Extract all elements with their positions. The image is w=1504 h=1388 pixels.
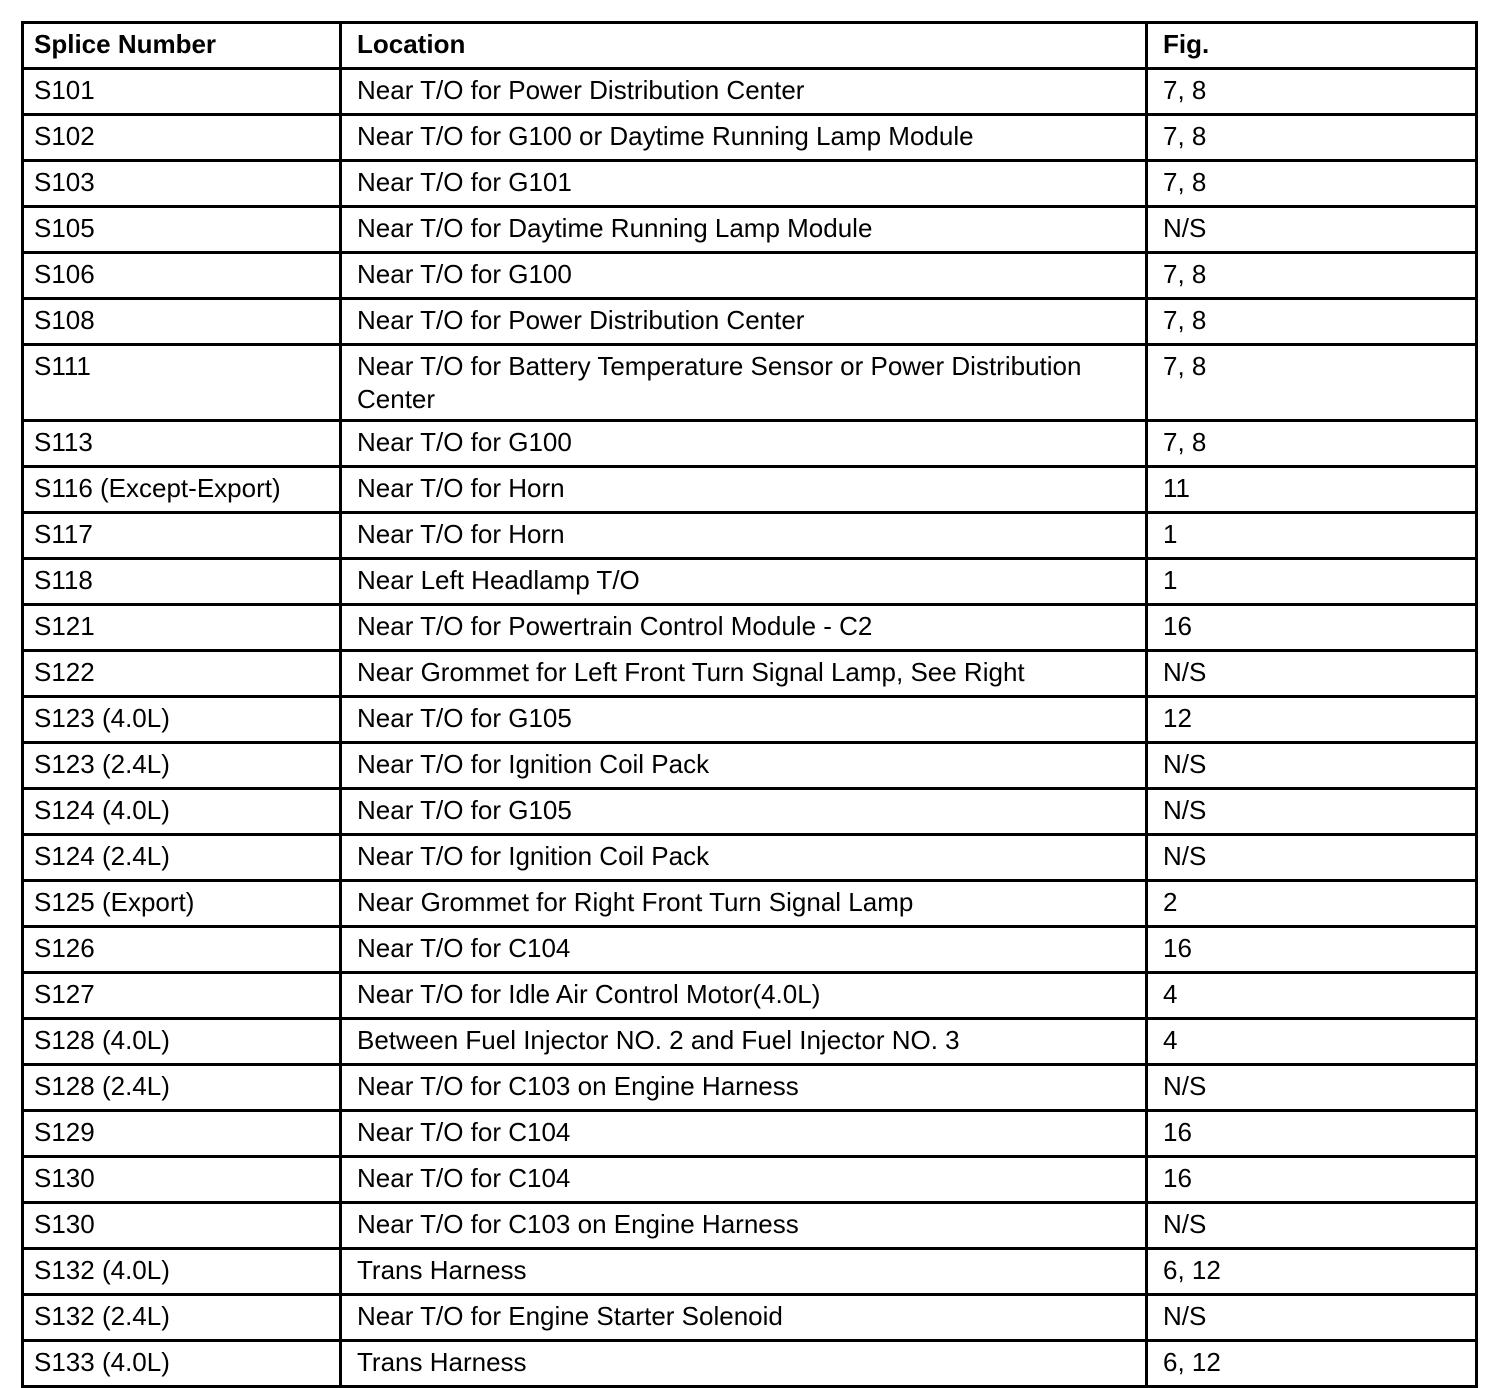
location-cell: Near T/O for Engine Starter Solenoid	[341, 1295, 1147, 1341]
table-row	[23, 207, 1477, 253]
location-cell: Near T/O for G105	[341, 697, 1147, 743]
table-row	[23, 881, 1477, 927]
table-body	[23, 69, 1477, 1387]
table-row	[23, 421, 1477, 467]
location-cell: Near T/O for Power Distribution Center	[341, 69, 1147, 115]
fig-cell: 16	[1147, 605, 1477, 651]
location-cell: Near T/O for G100	[341, 421, 1147, 467]
fig-cell: 16	[1147, 1157, 1477, 1203]
fig-cell: 7, 8	[1147, 345, 1477, 421]
table-row	[23, 1111, 1477, 1157]
splice-number-cell: S111	[23, 345, 341, 421]
splice-number-cell: S129	[23, 1111, 341, 1157]
location-cell: Near T/O for C103 on Engine Harness	[341, 1065, 1147, 1111]
fig-cell: 7, 8	[1147, 421, 1477, 467]
splice-number-cell: S105	[23, 207, 341, 253]
fig-cell: N/S	[1147, 789, 1477, 835]
location-cell: Near T/O for G101	[341, 161, 1147, 207]
location-cell: Near T/O for Powertrain Control Module - C2	[341, 605, 1147, 651]
splice-number-cell: S132 (4.0L)	[23, 1249, 341, 1295]
table-row	[23, 1249, 1477, 1295]
table-row	[23, 299, 1477, 345]
location-cell: Near Grommet for Right Front Turn Signal Lamp	[341, 881, 1147, 927]
table-header-row	[23, 23, 1477, 69]
fig-cell: 7, 8	[1147, 69, 1477, 115]
location-cell: Near Grommet for Left Front Turn Signal Lamp, See Right	[341, 651, 1147, 697]
column-header-splice-number: Splice Number	[23, 23, 341, 69]
location-cell: Near T/O for C104	[341, 927, 1147, 973]
splice-number-cell: S124 (2.4L)	[23, 835, 341, 881]
location-cell: Trans Harness	[341, 1341, 1147, 1387]
splice-number-cell: S116 (Except-Export)	[23, 467, 341, 513]
splice-number-cell: S130	[23, 1203, 341, 1249]
location-cell: Near T/O for Horn	[341, 513, 1147, 559]
table-row	[23, 161, 1477, 207]
splice-number-cell: S103	[23, 161, 341, 207]
fig-cell: 7, 8	[1147, 253, 1477, 299]
splice-number-cell: S130	[23, 1157, 341, 1203]
fig-cell: 7, 8	[1147, 299, 1477, 345]
fig-cell: N/S	[1147, 743, 1477, 789]
table-row	[23, 253, 1477, 299]
table-row	[23, 1203, 1477, 1249]
fig-cell: 4	[1147, 1019, 1477, 1065]
location-cell: Near Left Headlamp T/O	[341, 559, 1147, 605]
table-row	[23, 697, 1477, 743]
fig-cell: 6, 12	[1147, 1341, 1477, 1387]
location-cell: Near T/O for Daytime Running Lamp Module	[341, 207, 1147, 253]
location-cell: Near T/O for Power Distribution Center	[341, 299, 1147, 345]
splice-number-cell: S123 (2.4L)	[23, 743, 341, 789]
fig-cell: 16	[1147, 1111, 1477, 1157]
fig-cell: N/S	[1147, 207, 1477, 253]
fig-cell: 2	[1147, 881, 1477, 927]
column-header-fig: Fig.	[1147, 23, 1477, 69]
splice-number-cell: S133 (4.0L)	[23, 1341, 341, 1387]
splice-number-cell: S126	[23, 927, 341, 973]
table-row	[23, 605, 1477, 651]
splice-number-cell: S102	[23, 115, 341, 161]
table-row	[23, 467, 1477, 513]
fig-cell: 12	[1147, 697, 1477, 743]
location-cell: Near T/O for Horn	[341, 467, 1147, 513]
table-row	[23, 973, 1477, 1019]
fig-cell: 16	[1147, 927, 1477, 973]
table-row	[23, 1295, 1477, 1341]
fig-cell: 4	[1147, 973, 1477, 1019]
splice-number-cell: S121	[23, 605, 341, 651]
splice-number-cell: S106	[23, 253, 341, 299]
location-cell: Near T/O for Battery Temperature Sensor or Power Distribution Center	[341, 345, 1147, 421]
fig-cell: 11	[1147, 467, 1477, 513]
table-row	[23, 345, 1477, 421]
table-row	[23, 1341, 1477, 1387]
fig-cell: N/S	[1147, 1295, 1477, 1341]
splice-number-cell: S128 (2.4L)	[23, 1065, 341, 1111]
fig-cell: N/S	[1147, 1203, 1477, 1249]
table-row	[23, 743, 1477, 789]
location-cell: Near T/O for G100	[341, 253, 1147, 299]
fig-cell: 7, 8	[1147, 161, 1477, 207]
column-header-location: Location	[341, 23, 1147, 69]
splice-number-cell: S132 (2.4L)	[23, 1295, 341, 1341]
location-cell: Near T/O for C103 on Engine Harness	[341, 1203, 1147, 1249]
table-row	[23, 513, 1477, 559]
splice-number-cell: S124 (4.0L)	[23, 789, 341, 835]
location-cell: Trans Harness	[341, 1249, 1147, 1295]
location-cell: Near T/O for Idle Air Control Motor(4.0L)	[341, 973, 1147, 1019]
splice-number-cell: S118	[23, 559, 341, 605]
table-row	[23, 69, 1477, 115]
splice-number-cell: S113	[23, 421, 341, 467]
fig-cell: 1	[1147, 513, 1477, 559]
table-row	[23, 1019, 1477, 1065]
splice-number-cell: S117	[23, 513, 341, 559]
table-row	[23, 651, 1477, 697]
splice-location-table	[21, 21, 1478, 1388]
fig-cell: 1	[1147, 559, 1477, 605]
location-cell: Near T/O for C104	[341, 1157, 1147, 1203]
splice-number-cell: S127	[23, 973, 341, 1019]
splice-number-cell: S128 (4.0L)	[23, 1019, 341, 1065]
splice-number-cell: S122	[23, 651, 341, 697]
fig-cell: N/S	[1147, 1065, 1477, 1111]
splice-number-cell: S101	[23, 69, 341, 115]
fig-cell: 7, 8	[1147, 115, 1477, 161]
fig-cell: N/S	[1147, 651, 1477, 697]
table-row	[23, 789, 1477, 835]
splice-number-cell: S108	[23, 299, 341, 345]
location-cell: Near T/O for Ignition Coil Pack	[341, 835, 1147, 881]
table-row	[23, 1065, 1477, 1111]
table-row	[23, 559, 1477, 605]
table-row	[23, 927, 1477, 973]
fig-cell: 6, 12	[1147, 1249, 1477, 1295]
location-cell: Near T/O for G100 or Daytime Running Lamp Module	[341, 115, 1147, 161]
table-row	[23, 1157, 1477, 1203]
location-cell: Between Fuel Injector NO. 2 and Fuel Injector NO. 3	[341, 1019, 1147, 1065]
location-cell: Near T/O for C104	[341, 1111, 1147, 1157]
table-row	[23, 835, 1477, 881]
table-row	[23, 115, 1477, 161]
splice-number-cell: S125 (Export)	[23, 881, 341, 927]
fig-cell: N/S	[1147, 835, 1477, 881]
location-cell: Near T/O for G105	[341, 789, 1147, 835]
splice-number-cell: S123 (4.0L)	[23, 697, 341, 743]
location-cell: Near T/O for Ignition Coil Pack	[341, 743, 1147, 789]
